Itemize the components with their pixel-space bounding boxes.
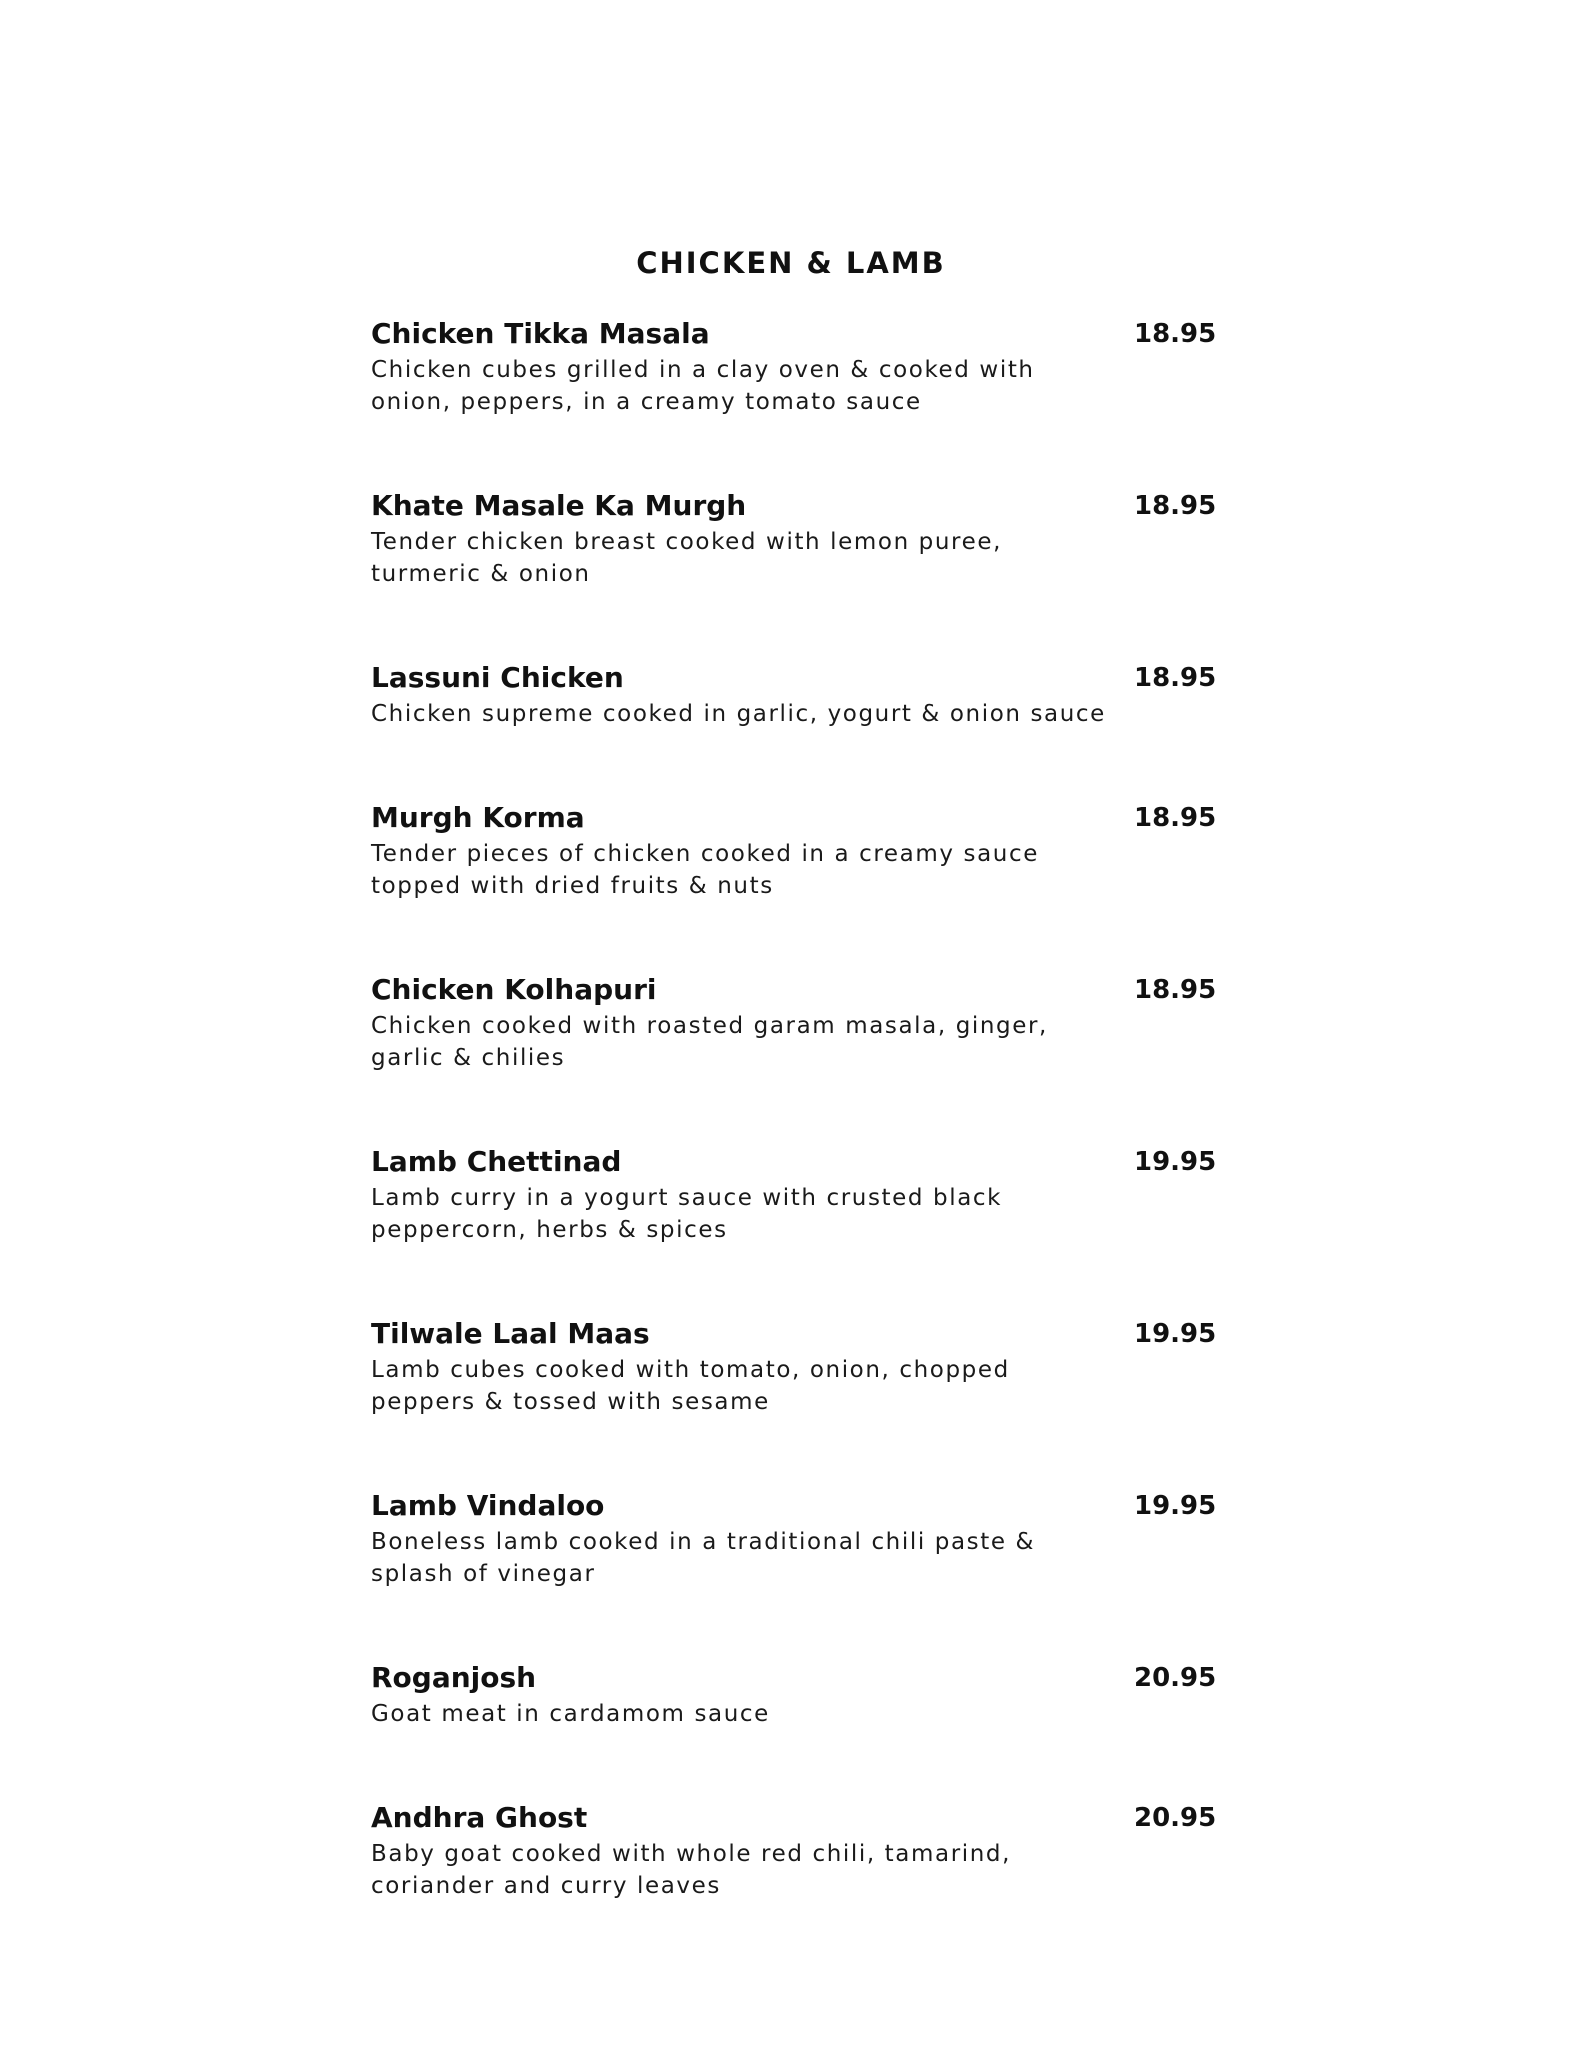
menu-item <box>371 660 1217 780</box>
item-name: Lassuni Chicken <box>371 661 624 694</box>
item-description: Lamb curry in a yogurt sauce with crusted black peppercorn, herbs & spices <box>371 1185 1003 1243</box>
item-price: 18.95 <box>1134 663 1217 693</box>
item-price: 18.95 <box>1134 975 1217 1005</box>
menu-item <box>371 1144 1217 1264</box>
menu-item <box>371 1660 1217 1780</box>
menu-item <box>371 488 1217 608</box>
menu-item <box>371 1488 1217 1608</box>
item-name: Lamb Chettinad <box>371 1145 622 1178</box>
item-description: Chicken supreme cooked in garlic, yogurt & onion sauce <box>371 701 1106 727</box>
menu-item <box>371 972 1217 1092</box>
item-price: 20.95 <box>1134 1803 1217 1833</box>
item-price: 20.95 <box>1134 1663 1217 1693</box>
item-name: Lamb Vindaloo <box>371 1489 605 1522</box>
item-name: Tilwale Laal Maas <box>371 1317 650 1350</box>
item-description: Goat meat in cardamom sauce <box>371 1701 770 1727</box>
section-title: CHICKEN & LAMB <box>636 246 946 280</box>
item-description: Chicken cubes grilled in a clay oven & cooked with onion, peppers, in a creamy tomato sauce <box>371 357 1035 415</box>
item-price: 18.95 <box>1134 491 1217 521</box>
item-description: Tender chicken breast cooked with lemon puree, turmeric & onion <box>371 529 1002 587</box>
item-name: Roganjosh <box>371 1661 537 1694</box>
item-description: Baby goat cooked with whole red chili, tamarind, coriander and curry leaves <box>371 1841 1012 1899</box>
item-description: Chicken cooked with roasted garam masala, ginger, garlic & chilies <box>371 1013 1048 1071</box>
item-price: 19.95 <box>1134 1491 1217 1521</box>
menu-item <box>371 1800 1217 1920</box>
item-name: Andhra Ghost <box>371 1801 588 1834</box>
item-price: 19.95 <box>1134 1147 1217 1177</box>
item-description: Lamb cubes cooked with tomato, onion, chopped peppers & tossed with sesame <box>371 1357 1010 1415</box>
item-price: 18.95 <box>1134 803 1217 833</box>
menu-item <box>371 800 1217 920</box>
item-description: Boneless lamb cooked in a traditional chili paste & splash of vinegar <box>371 1529 1036 1587</box>
item-price: 19.95 <box>1134 1319 1217 1349</box>
menu-item <box>371 316 1217 436</box>
menu-item <box>371 1316 1217 1436</box>
item-name: Khate Masale Ka Murgh <box>371 489 747 522</box>
item-name: Chicken Kolhapuri <box>371 973 657 1006</box>
item-price: 18.95 <box>1134 319 1217 349</box>
item-name: Chicken Tikka Masala <box>371 317 710 350</box>
item-description: Tender pieces of chicken cooked in a creamy sauce topped with dried fruits & nuts <box>371 841 1039 899</box>
item-name: Murgh Korma <box>371 801 585 834</box>
